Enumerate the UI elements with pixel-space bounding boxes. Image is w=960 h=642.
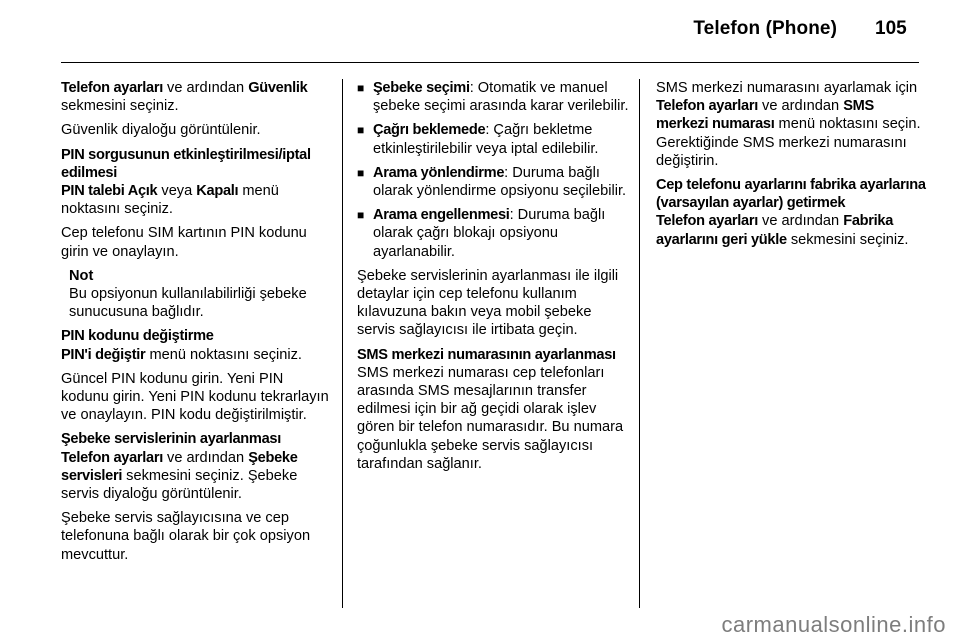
paragraph: Şebeke servis sağlayıcısına ve cep telefonuna bağlı olarak bir çok opsiyon mevcuttur. xyxy=(61,510,311,563)
page-header xyxy=(0,0,960,62)
list-item xyxy=(357,164,629,200)
column-divider-2 xyxy=(639,79,640,608)
text: : Duruma bağlı olarak yönlendirme opsiyonu seçilebilir. xyxy=(373,164,627,200)
list-item xyxy=(357,121,629,157)
text: ve ardından xyxy=(163,449,249,466)
paragraph: Şebeke servislerinin ayarlanması ile ilgili detaylar için cep telefonu kullanım kılavuzuna bakın veya mobil şebeke servis sağlayıcısı ile irtibata geçin. xyxy=(357,267,619,339)
list-item xyxy=(357,79,629,115)
section-heading: PIN kodunu değiştirme xyxy=(61,328,214,345)
text: SMS merkezi numarası cep telefonları arasında SMS mesajlarının transfer edilmesi için bir ağ geçidi olarak işlev gören bir telefon numarasıdır. Bu numara çoğunlukla şebeke servis sağlayıcısı tarafından sağlanır. xyxy=(357,364,624,472)
text: menü noktasını seçin. Gerektiğinde SMS merkezi numarasını değiştirin. xyxy=(656,116,921,169)
section-heading: Şebeke servislerinin ayarlanması xyxy=(61,431,281,448)
paragraph xyxy=(61,327,331,363)
text: ve ardından xyxy=(758,98,844,115)
paragraph: Cep telefonu SIM kartının PIN kodunu girin ve onaylayın. xyxy=(61,225,307,260)
menu-term: Güvenlik xyxy=(248,80,308,96)
list-item xyxy=(357,206,629,261)
text: sekmesini seçiniz. Şebeke servis diyaloğu görüntülenir. xyxy=(61,467,298,503)
text: SMS merkezi numarasını ayarlamak için xyxy=(656,80,918,96)
column-2 xyxy=(357,79,629,479)
note-title: Not xyxy=(69,267,94,284)
text: : Çağrı bekletme etkinleştirilebilir veya iptal edilebilir. xyxy=(373,122,599,157)
column-divider-1 xyxy=(342,79,343,608)
paragraph: Güncel PIN kodunu girin. Yeni PIN kodunu girin. Yeni PIN kodunu tekrarlayın ve onaylayın. PIN kodu değiştirilmiştir. xyxy=(61,370,329,424)
text: sekmesini seçiniz. xyxy=(61,98,179,115)
column-3 xyxy=(656,79,926,255)
menu-term: Telefon ayarları xyxy=(61,80,163,96)
menu-term: Fabrika ayarlarını geri yükle xyxy=(656,213,894,248)
text: menü noktasını seçiniz. xyxy=(145,346,302,363)
menu-term: SMS merkezi numarası xyxy=(656,98,874,133)
menu-term: Kapalı xyxy=(196,183,239,200)
paragraph xyxy=(61,430,331,503)
paragraph: Güvenlik diyaloğu görüntülenir. xyxy=(61,122,261,139)
menu-term: Arama yönlendirme xyxy=(373,164,505,181)
page-title: Telefon (Phone) xyxy=(693,18,837,39)
watermark: carmanualsonline.info xyxy=(721,612,946,637)
paragraph xyxy=(357,346,629,473)
section-heading: PIN sorgusunun etkinleştirilmesi/iptal edilmesi xyxy=(61,146,311,181)
menu-term: Telefon ayarları xyxy=(656,98,758,115)
menu-term: Şebeke seçimi xyxy=(373,80,470,96)
text: veya xyxy=(157,183,197,200)
paragraph xyxy=(656,176,926,249)
menu-term: PIN'i değiştir xyxy=(61,346,146,363)
text: sekmesini seçiniz. xyxy=(786,231,909,248)
column-1 xyxy=(61,79,331,570)
text: : Otomatik ve manuel şebeke seçimi arasında karar verilebilir. xyxy=(373,80,629,115)
text: menü noktasını seçiniz. xyxy=(61,183,279,218)
menu-term: Çağrı beklemede xyxy=(373,122,486,139)
text: ve ardından xyxy=(163,80,249,96)
note-text: Bu opsiyonun kullanılabilirliği şebeke sunucusuna bağlıdır. xyxy=(69,286,307,321)
menu-term: Şebeke servisleri xyxy=(61,449,298,484)
page-number: 105 xyxy=(875,18,907,39)
section-heading: Cep telefonu ayarlarını fabrika ayarlarına (varsayılan ayarlar) getirmek xyxy=(656,177,926,212)
menu-term: Arama engellenmesi xyxy=(373,207,510,224)
paragraph xyxy=(656,79,926,170)
header-divider xyxy=(61,62,919,63)
text: ve ardından xyxy=(758,213,844,230)
menu-term: PIN talebi Açık xyxy=(61,183,158,200)
paragraph xyxy=(61,146,331,219)
menu-term: Telefon ayarları xyxy=(656,213,758,230)
note-box xyxy=(69,267,331,322)
paragraph xyxy=(61,79,331,115)
menu-term: Telefon ayarları xyxy=(61,449,163,466)
text: : Duruma bağlı olarak çağrı blokajı opsiyonu ayarlanabilir. xyxy=(373,207,606,260)
section-heading: SMS merkezi numarasının ayarlanması xyxy=(357,346,616,363)
